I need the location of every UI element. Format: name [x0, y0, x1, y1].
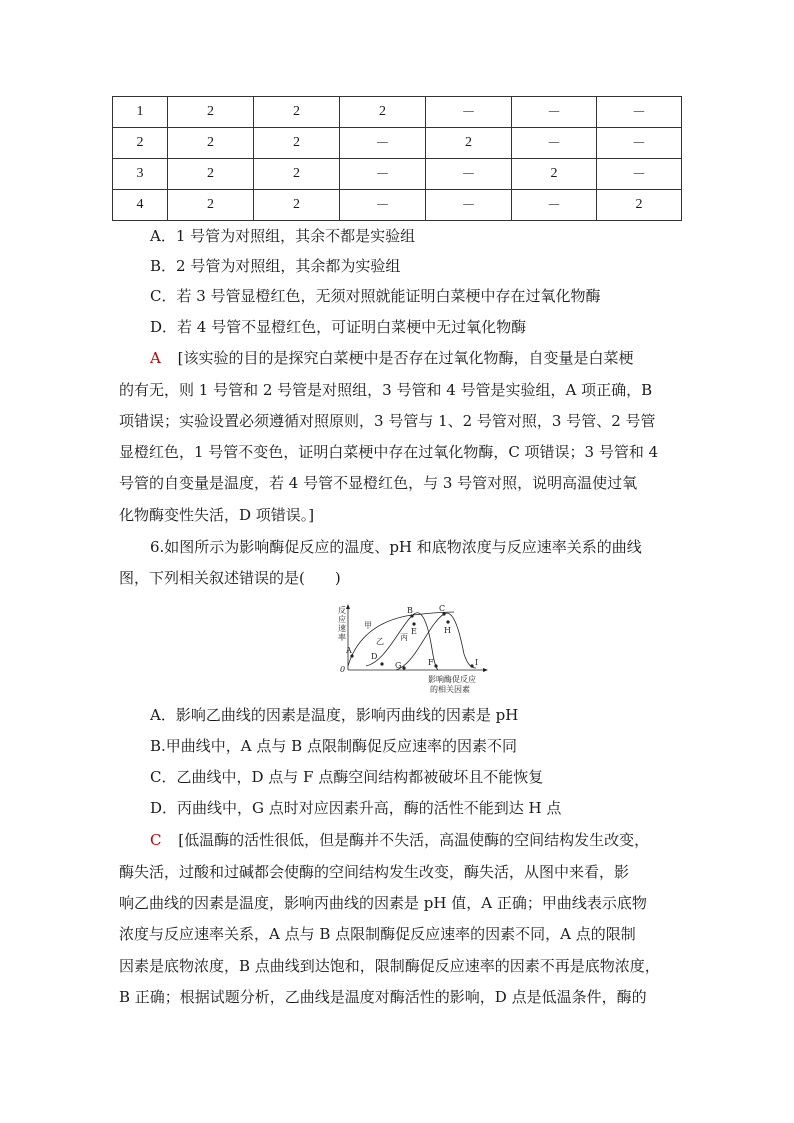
y-label-char: 速 [338, 624, 346, 633]
table-row [113, 190, 682, 221]
table-cell: － [597, 97, 682, 128]
q6-stem-line: 图，下列相关叙述错误的是( ) [119, 569, 341, 587]
q6-stem-line: 6.如图所示为影响酶促反应的温度、pH 和底物浓度与反应速率关系的曲线 [150, 538, 642, 556]
q5-option-c: C．若 3 号管显橙红色，无须对照就能证明白菜梗中存在过氧化物酶 [150, 287, 601, 305]
q5-explanation-line: 的有无，则 1 号管和 2 号管是对照组，3 号管和 4 号管是实验组，A 项正确，B [119, 381, 653, 399]
y-axis-arrow [346, 604, 350, 609]
q6-explanation-line: B 正确；根据试题分析，乙曲线是温度对酶活性的影响，D 点是低温条件，酶的 [119, 988, 647, 1006]
table-row [113, 128, 682, 159]
enzyme-rate-figure [336, 604, 496, 699]
table-cell: 2 [254, 190, 340, 221]
table-cell: 3 [113, 159, 168, 190]
table-cell: 2 [113, 128, 168, 159]
curve-bing [396, 613, 479, 670]
q6-option-b: B.甲曲线中，A 点与 B 点限制酶促反应速率的因素不同 [150, 737, 517, 755]
q6-explanation-line: 响乙曲线的因素是温度，影响丙曲线的因素是 pH 值，A 正确；甲曲线表示底物 [119, 894, 647, 912]
q6-answer: C [150, 831, 162, 849]
point-g [402, 666, 405, 669]
q6-option-c: C．乙曲线中，D 点与 F 点酶空间结构都被破坏且不能恢复 [150, 768, 544, 786]
table-cell: 2 [254, 128, 340, 159]
table-cell: － [512, 128, 597, 159]
point-d [380, 662, 383, 665]
point-f [434, 664, 437, 667]
point-label-g: G [395, 661, 402, 670]
table-cell: － [426, 97, 512, 128]
q6-explanation-line: 因素是底物浓度，B 点曲线到达饱和，限制酶促反应速率的因素不再是底物浓度， [119, 957, 660, 975]
q5-explanation-line-1 [150, 348, 633, 368]
q5-explanation-line: 显橙红色，1 号管不变色，证明白菜梗中存在过氧化物酶，C 项错误；3 号管和 4 [119, 443, 659, 461]
point-label-d: D [371, 652, 378, 661]
table-cell: － [597, 128, 682, 159]
point-label-i: I [475, 658, 479, 667]
curve-label-jia: 甲 [364, 621, 372, 630]
x-axis-arrow [483, 668, 488, 672]
point-i [470, 664, 473, 667]
table-row [113, 97, 682, 128]
curve-label-bing: 丙 [400, 633, 408, 642]
q6-explanation-line: 酶失活，过酸和过碱都会使酶的空间结构发生改变，酶失活，从图中来看，影 [119, 863, 630, 881]
q5-explanation-line: 项错误；实验设置必须遵循对照原则，3 号管与 1、2 号管对照，3 号管、2 号管 [119, 412, 656, 430]
q5-option-a: A．1 号管为对照组，其余不都是实验组 [150, 227, 416, 245]
q5-explanation-line: 号管的自变量是温度，若 4 号管不显橙红色，与 3 号管对照，说明高温使过氧 [119, 474, 638, 492]
table-cell: 2 [597, 190, 682, 221]
reagent-table [112, 96, 682, 221]
table-cell: － [340, 190, 426, 221]
table-cell: － [426, 190, 512, 221]
y-label-char: 应 [338, 615, 346, 624]
table-cell: － [426, 159, 512, 190]
table-cell: － [597, 159, 682, 190]
q5-explanation-line: 化物酶变性失活，D 项错误。] [119, 506, 315, 524]
table-cell: 2 [426, 128, 512, 159]
table-cell: 4 [113, 190, 168, 221]
table-cell: 2 [340, 97, 426, 128]
origin-label: 0 [340, 665, 346, 674]
x-label-line: 影响酶促反应 [428, 675, 476, 684]
table-cell: 2 [254, 97, 340, 128]
q6-explanation-line-1 [150, 830, 649, 850]
q5-option-b: B．2 号管为对照组，其余都为实验组 [150, 257, 401, 275]
curve-label-yi: 乙 [376, 637, 384, 646]
q6-explanation-line: 浓度与反应速率关系，A 点与 B 点限制酶促反应速率的因素不同，A 点的限制 [119, 925, 636, 943]
x-label-line: 的相关因素 [430, 685, 470, 694]
point-label-f: F [428, 658, 434, 667]
point-label-b: B [407, 606, 413, 615]
table-cell: － [340, 159, 426, 190]
q6-option-d: D．丙曲线中，G 点时对应因素升高，酶的活性不能到达 H 点 [150, 799, 562, 817]
table-cell: 2 [254, 159, 340, 190]
table-row [113, 159, 682, 190]
point-e [412, 622, 415, 625]
table-cell: 2 [168, 128, 254, 159]
table-cell: － [512, 97, 597, 128]
table-cell: 2 [168, 97, 254, 128]
point-label-h: H [444, 626, 451, 635]
table-cell: 2 [512, 159, 597, 190]
q5-option-d: D．若 4 号管不显橙红色，可证明白菜梗中无过氧化物酶 [150, 318, 527, 336]
table-cell: － [512, 190, 597, 221]
point-label-e: E [411, 627, 417, 636]
q6-option-a: A．影响乙曲线的因素是温度，影响丙曲线的因素是 pH [150, 706, 519, 724]
y-label-char: 反 [338, 606, 346, 615]
point-h [446, 620, 449, 623]
table-cell: － [340, 128, 426, 159]
table-cell: 2 [168, 190, 254, 221]
table-cell: 2 [168, 159, 254, 190]
table-cell: 1 [113, 97, 168, 128]
y-label-char: 率 [338, 633, 346, 642]
q5-explanation-text: [该实验的目的是探究白菜梗中是否存在过氧化物酶，自变量是白菜梗 [177, 349, 634, 367]
point-label-a: A [346, 646, 352, 655]
point-label-c: C [439, 604, 446, 613]
q6-explanation-text: [低温酶的活性很低，但是酶并不失活，高温使酶的空间结构发生改变， [178, 831, 650, 849]
q5-answer: A [150, 349, 161, 367]
